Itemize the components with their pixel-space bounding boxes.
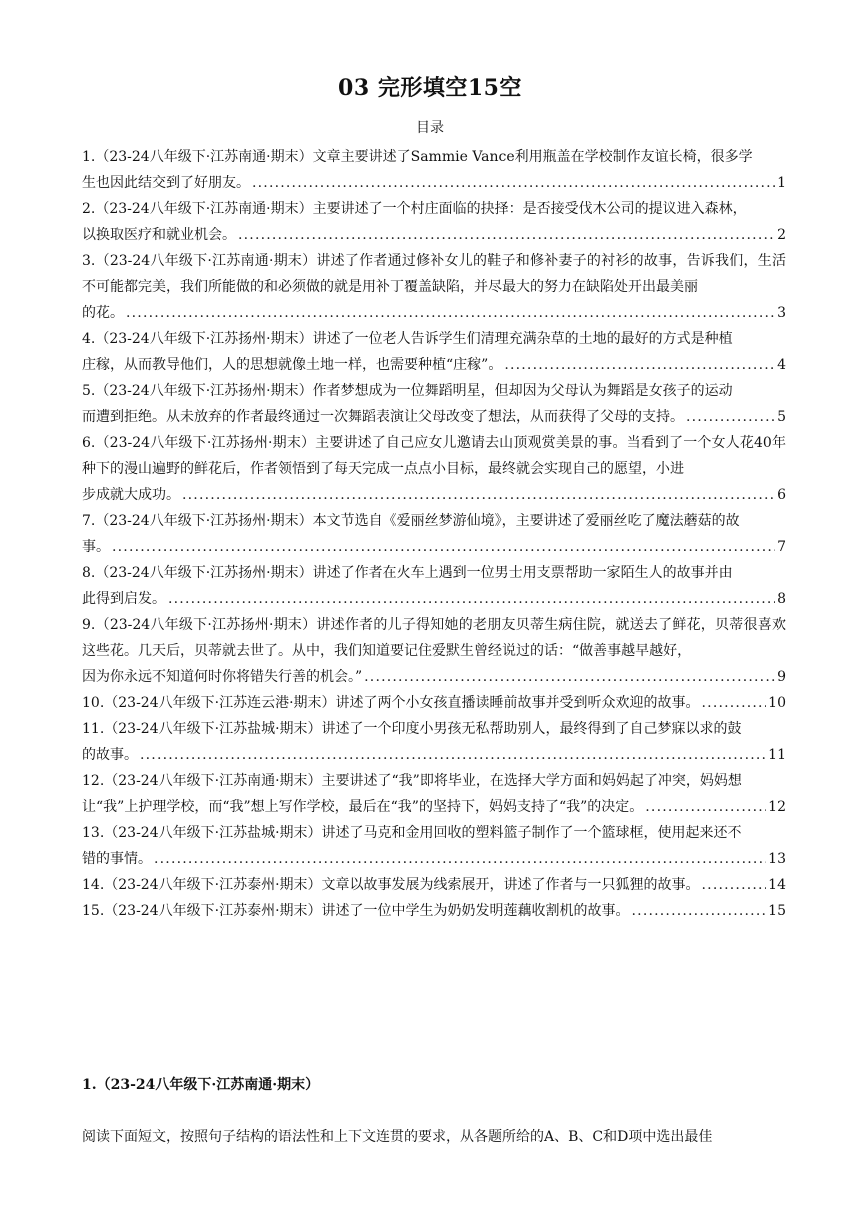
toc-leader-dots bbox=[504, 352, 775, 378]
toc-entry-text-end: 的花。 bbox=[82, 305, 124, 321]
toc-page-number: 7 bbox=[777, 539, 786, 555]
toc-entry[interactable] bbox=[82, 508, 786, 560]
toc-entry-text-end: 庄稼，从而教导他们，人的思想就像土地一样，也需要种植“庄稼”。 bbox=[82, 357, 503, 373]
toc-entry-last-line bbox=[82, 664, 786, 690]
toc-entry-text: 1.（23-24八年级下·江苏南通·期末）文章主要讲述了Sammie Vance利用瓶盖在学校制作友谊长椅，很多学 bbox=[82, 149, 753, 165]
toc-entry[interactable] bbox=[82, 768, 786, 820]
toc-leader-dots bbox=[182, 482, 775, 508]
toc-entry-last-line bbox=[82, 898, 786, 924]
toc-leader-dots bbox=[645, 794, 766, 820]
toc-entry-last-line bbox=[82, 586, 786, 612]
section-instruction: 阅读下面短文，按照句子结构的语法性和上下文连贯的要求，从各题所给的A、B、C和D项中选出最佳 bbox=[82, 1129, 713, 1145]
toc-leader-dots bbox=[702, 690, 767, 716]
toc-page-number: 12 bbox=[768, 799, 786, 815]
toc-entry-text: 12.（23-24八年级下·江苏南通·期末）主要讲述了“我”即将毕业，在选择大学方面和妈妈起了冲突，妈妈想 bbox=[82, 773, 742, 789]
toc-page-number: 1 bbox=[777, 175, 786, 191]
toc-leader-dots bbox=[238, 222, 775, 248]
toc-heading: 目录 bbox=[416, 120, 444, 136]
toc-entry-text: 2.（23-24八年级下·江苏南通·期末）主要讲述了一个村庄面临的抉择：是否接受伐木公司的提议进入森林， bbox=[82, 201, 747, 217]
toc-entry[interactable] bbox=[82, 560, 786, 612]
toc-entry[interactable] bbox=[82, 378, 786, 430]
toc-leader-dots bbox=[364, 664, 775, 690]
toc-entry-text: 8.（23-24八年级下·江苏扬州·期末）讲述了作者在火车上遇到一位男士用支票帮助一家陌生人的故事并由 bbox=[82, 565, 733, 581]
toc-page-number: 3 bbox=[777, 305, 786, 321]
toc-entry-text-end: 生也因此结交到了好朋友。 bbox=[82, 175, 250, 191]
toc-page-number: 9 bbox=[777, 669, 786, 685]
toc-entry-last-line bbox=[82, 352, 786, 378]
toc-entry-last-line bbox=[82, 794, 786, 820]
toc-page-number: 6 bbox=[777, 487, 786, 503]
toc-entry[interactable] bbox=[82, 716, 786, 768]
toc-entry-text: 9.（23-24八年级下·江苏扬州·期末）讲述作者的儿子得知她的老朋友贝蒂生病住院，就送去了鲜花，贝蒂很喜欢这些花。几天后，贝蒂就去世了。从中，我们知道要记住爱默生曾经说过的话：“做善事越早越好， bbox=[82, 617, 786, 659]
toc-entry-text-end: 的故事。 bbox=[82, 747, 138, 763]
toc-page-number: 10 bbox=[768, 695, 786, 711]
toc-leader-dots bbox=[632, 898, 767, 924]
toc-entry-text: 7.（23-24八年级下·江苏扬州·期末）本文节选自《爱丽丝梦游仙境》，主要讲述了爱丽丝吃了魔法蘑菇的故 bbox=[82, 513, 740, 529]
toc-page-number: 8 bbox=[777, 591, 786, 607]
toc-leader-dots bbox=[168, 586, 775, 612]
toc-entry-text: 5.（23-24八年级下·江苏扬州·期末）作者梦想成为一位舞蹈明星，但却因为父母认为舞蹈是女孩子的运动 bbox=[82, 383, 733, 399]
toc-entry-text-end: 此得到启发。 bbox=[82, 591, 166, 607]
toc-entry-last-line bbox=[82, 222, 786, 248]
toc-entry-text-end: 10.（23-24八年级下·江苏连云港·期末）讲述了两个小女孩直播读睡前故事并受到听众欢迎的故事。 bbox=[82, 695, 700, 711]
toc-page-number: 13 bbox=[768, 851, 786, 867]
toc-leader-dots bbox=[154, 846, 766, 872]
toc-page-number: 14 bbox=[768, 877, 786, 893]
toc-entry[interactable] bbox=[82, 196, 786, 248]
toc-entry-last-line bbox=[82, 170, 786, 196]
section-heading: 1.（23-24八年级下·江苏南通·期末） bbox=[82, 1077, 320, 1093]
toc-page-number: 4 bbox=[777, 357, 786, 373]
toc-entry[interactable] bbox=[82, 144, 786, 196]
toc-entry[interactable] bbox=[82, 612, 786, 690]
toc-entry[interactable] bbox=[82, 820, 786, 872]
toc-page-number: 5 bbox=[777, 409, 786, 425]
toc-leader-dots bbox=[112, 534, 775, 560]
toc-entry-text: 6.（23-24八年级下·江苏扬州·期末）主要讲述了自己应女儿邀请去山顶观赏美景的事。当看到了一个女人花40年种下的漫山遍野的鲜花后，作者领悟到了每天完成一点点小目标，最终就会实现自己的愿望，小进 bbox=[82, 435, 786, 477]
toc-entry-text: 4.（23-24八年级下·江苏扬州·期末）讲述了一位老人告诉学生们清理充满杂草的土地的最好的方式是种植 bbox=[82, 331, 733, 347]
toc-leader-dots bbox=[140, 742, 766, 768]
toc-page-number: 2 bbox=[777, 227, 786, 243]
toc-leader-dots bbox=[686, 404, 775, 430]
toc-entry-last-line bbox=[82, 846, 786, 872]
toc-leader-dots bbox=[702, 872, 767, 898]
toc-entry[interactable] bbox=[82, 872, 786, 898]
toc-entry[interactable] bbox=[82, 430, 786, 508]
toc-entry[interactable] bbox=[82, 690, 786, 716]
toc-entry-text: 13.（23-24八年级下·江苏盐城·期末）讲述了马克和金用回收的塑料篮子制作了一个篮球框，使用起来还不 bbox=[82, 825, 742, 841]
toc-entry[interactable] bbox=[82, 898, 786, 924]
toc-entry-text-end: 以换取医疗和就业机会。 bbox=[82, 227, 236, 243]
toc-entry-last-line bbox=[82, 404, 786, 430]
toc-entry-text-end: 错的事情。 bbox=[82, 851, 152, 867]
toc-entry-text-end: 而遭到拒绝。从未放弃的作者最终通过一次舞蹈表演让父母改变了想法，从而获得了父母的支持。 bbox=[82, 409, 684, 425]
table-of-contents bbox=[82, 144, 786, 924]
toc-entry-text-end: 15.（23-24八年级下·江苏泰州·期末）讲述了一位中学生为奶奶发明莲藕收割机的故事。 bbox=[82, 903, 630, 919]
toc-entry-last-line bbox=[82, 872, 786, 898]
toc-entry-text-end: 让“我”上护理学校，而“我”想上写作学校，最后在“我”的坚持下，妈妈支持了“我”的决定。 bbox=[82, 799, 644, 815]
page-title: 03 完形填空15空 bbox=[338, 75, 522, 101]
toc-entry-text-end: 因为你永远不知道何时你将错失行善的机会。” bbox=[82, 669, 363, 685]
toc-entry-last-line bbox=[82, 300, 786, 326]
toc-leader-dots bbox=[126, 300, 775, 326]
toc-entry-text: 11.（23-24八年级下·江苏盐城·期末）讲述了一个印度小男孩无私帮助别人，最终得到了自己梦寐以求的鼓 bbox=[82, 721, 742, 737]
toc-entry-last-line bbox=[82, 534, 786, 560]
toc-entry[interactable] bbox=[82, 326, 786, 378]
toc-page-number: 15 bbox=[768, 903, 786, 919]
toc-entry-last-line bbox=[82, 742, 786, 768]
toc-entry-text: 3.（23-24八年级下·江苏南通·期末）讲述了作者通过修补女儿的鞋子和修补妻子的衬衫的故事，告诉我们，生活不可能都完美，我们所能做的和必须做的就是用补丁覆盖缺陷，并尽最大的努力在缺陷处开出最美丽 bbox=[82, 253, 786, 295]
toc-entry-text-end: 事。 bbox=[82, 539, 110, 555]
toc-leader-dots bbox=[252, 170, 775, 196]
toc-entry-last-line bbox=[82, 482, 786, 508]
toc-page-number: 11 bbox=[768, 747, 786, 763]
toc-entry-text-end: 步成就大成功。 bbox=[82, 487, 180, 503]
toc-entry-text-end: 14.（23-24八年级下·江苏泰州·期末）文章以故事发展为线索展开，讲述了作者与一只狐狸的故事。 bbox=[82, 877, 700, 893]
toc-entry[interactable] bbox=[82, 248, 786, 326]
toc-entry-last-line bbox=[82, 690, 786, 716]
